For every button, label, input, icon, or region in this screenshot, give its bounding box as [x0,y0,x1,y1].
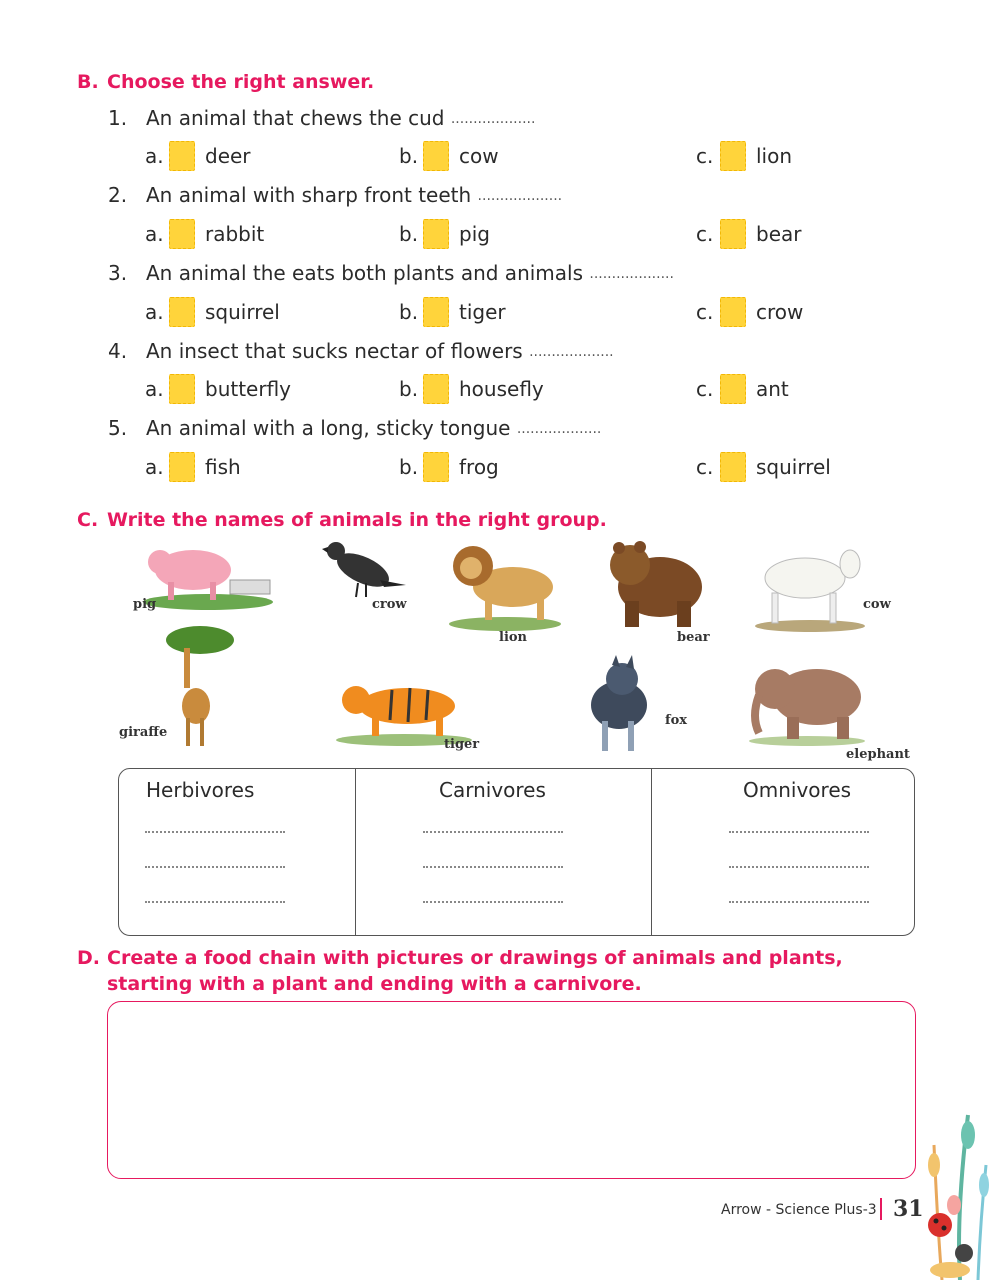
q2-option-c[interactable] [696,219,801,249]
question-5 [108,415,601,442]
option-text: deer [205,144,251,168]
herbivore-answer-line[interactable] [145,831,285,833]
section-c-heading: Write the names of animals in the right group. [107,509,607,531]
option-text: cow [459,144,499,168]
q2-option-a[interactable] [145,219,264,249]
question-text: An animal the eats both plants and animals [146,261,584,285]
q1-option-b[interactable] [399,141,499,171]
answer-checkbox[interactable] [169,452,195,482]
option-letter: c. [696,377,714,401]
option-letter: a. [145,300,164,324]
crow-illustration [318,535,408,603]
option-letter: c. [696,222,714,246]
animal-label-giraffe: giraffe [119,725,168,740]
q1-option-a[interactable] [145,141,251,171]
option-letter: b. [399,300,419,324]
elephant-illustration [745,655,870,747]
q4-option-b[interactable] [399,374,544,404]
animal-label-lion: lion [499,630,527,645]
option-text: frog [459,455,499,479]
animal-label-elephant: elephant [846,747,910,762]
answer-checkbox[interactable] [423,452,449,482]
carnivore-answer-line[interactable] [423,901,563,903]
animal-label-crow: crow [372,597,407,612]
fox-illustration [574,655,659,755]
question-text: An animal with sharp front teeth [146,183,472,207]
answer-blank: ................... [516,421,602,437]
section-d-title-line2: starting with a plant and ending with a carnivore. [107,973,642,995]
question-number: 1. [108,106,128,130]
pig-illustration [138,532,278,612]
omnivore-answer-line[interactable] [729,831,869,833]
answer-checkbox[interactable] [720,141,746,171]
q4-option-a[interactable] [145,374,291,404]
answer-checkbox[interactable] [169,297,195,327]
option-text: squirrel [205,300,280,324]
section-d-letter: D. [77,947,100,969]
answer-checkbox[interactable] [720,297,746,327]
option-text: rabbit [205,222,265,246]
herbivore-answer-line[interactable] [145,866,285,868]
q5-option-a[interactable] [145,452,241,482]
option-letter: b. [399,455,419,479]
animal-group-table [118,768,915,936]
section-b-heading: Choose the right answer. [107,71,375,93]
lion-illustration [445,532,565,632]
column-header-herbivores: Herbivores [146,778,255,802]
answer-checkbox[interactable] [423,297,449,327]
omnivore-answer-line[interactable] [729,901,869,903]
option-letter: a. [145,455,164,479]
q2-option-b[interactable] [399,219,490,249]
answer-checkbox[interactable] [720,374,746,404]
option-text: pig [459,222,490,246]
option-text: squirrel [756,455,831,479]
bear-illustration [605,535,705,630]
animal-label-cow: cow [863,597,891,612]
answer-checkbox[interactable] [720,452,746,482]
column-header-omnivores: Omnivores [743,778,852,802]
answer-checkbox[interactable] [169,219,195,249]
plant-decoration-icon [920,1105,989,1280]
animal-label-tiger: tiger [444,737,480,752]
option-letter: b. [399,144,419,168]
cow-illustration [750,538,868,633]
question-number: 2. [108,183,128,207]
section-c-letter: C. [77,509,99,531]
answer-checkbox[interactable] [169,141,195,171]
option-text: butterfly [205,377,292,401]
option-text: ant [756,377,789,401]
giraffe-illustration [160,622,240,750]
animal-label-pig: pig [133,597,157,612]
option-letter: c. [696,455,714,479]
answer-blank: ................... [477,188,563,204]
q3-option-b[interactable] [399,297,506,327]
section-d-heading-line1: Create a food chain with pictures or drawings of animals and plants, [107,947,843,969]
food-chain-drawing-area[interactable] [107,1001,916,1179]
question-number: 5. [108,416,128,440]
option-letter: b. [399,222,419,246]
question-text: An insect that sucks nectar of flowers [146,339,523,363]
answer-checkbox[interactable] [169,374,195,404]
column-header-carnivores: Carnivores [439,778,546,802]
carnivore-answer-line[interactable] [423,866,563,868]
q1-option-c[interactable] [696,141,792,171]
column-divider [355,769,356,935]
option-letter: a. [145,222,164,246]
q5-option-b[interactable] [399,452,499,482]
q3-option-c[interactable] [696,297,803,327]
option-text: fish [205,455,241,479]
question-number: 4. [108,339,128,363]
tiger-illustration [332,668,477,748]
option-text: tiger [459,300,506,324]
option-text: housefly [459,377,544,401]
column-divider [651,769,652,935]
section-b-letter: B. [77,71,99,93]
option-text: crow [756,300,804,324]
answer-blank: ................... [529,344,614,360]
answer-blank: ................... [450,111,536,127]
question-3 [108,260,674,287]
option-letter: c. [696,144,714,168]
answer-blank: ................... [589,266,674,282]
answer-checkbox[interactable] [720,219,746,249]
question-4 [108,338,614,365]
question-1 [108,105,535,132]
herbivore-answer-line[interactable] [145,901,285,903]
section-b-title [77,70,374,94]
option-text: lion [756,144,793,168]
answer-checkbox[interactable] [423,141,449,171]
question-number: 3. [108,261,128,285]
section-c-title [77,508,607,532]
q3-option-a[interactable] [145,297,280,327]
q4-option-c[interactable] [696,374,789,404]
animal-label-fox: fox [665,713,688,728]
carnivore-answer-line[interactable] [423,831,563,833]
option-letter: c. [696,300,714,324]
option-letter: a. [145,144,164,168]
book-title: Arrow - Science Plus-3 [721,1202,877,1218]
option-text: bear [756,222,802,246]
question-text: An animal that chews the cud [146,106,445,130]
question-2 [108,182,562,209]
omnivore-answer-line[interactable] [729,866,869,868]
question-text: An animal with a long, sticky tongue [146,416,511,440]
option-letter: b. [399,377,419,401]
option-letter: a. [145,377,164,401]
answer-checkbox[interactable] [423,219,449,249]
footer-divider [880,1198,882,1220]
page-number: 31 [893,1196,924,1222]
q5-option-c[interactable] [696,452,831,482]
answer-checkbox[interactable] [423,374,449,404]
animal-label-bear: bear [677,630,710,645]
section-d-title [77,946,843,970]
